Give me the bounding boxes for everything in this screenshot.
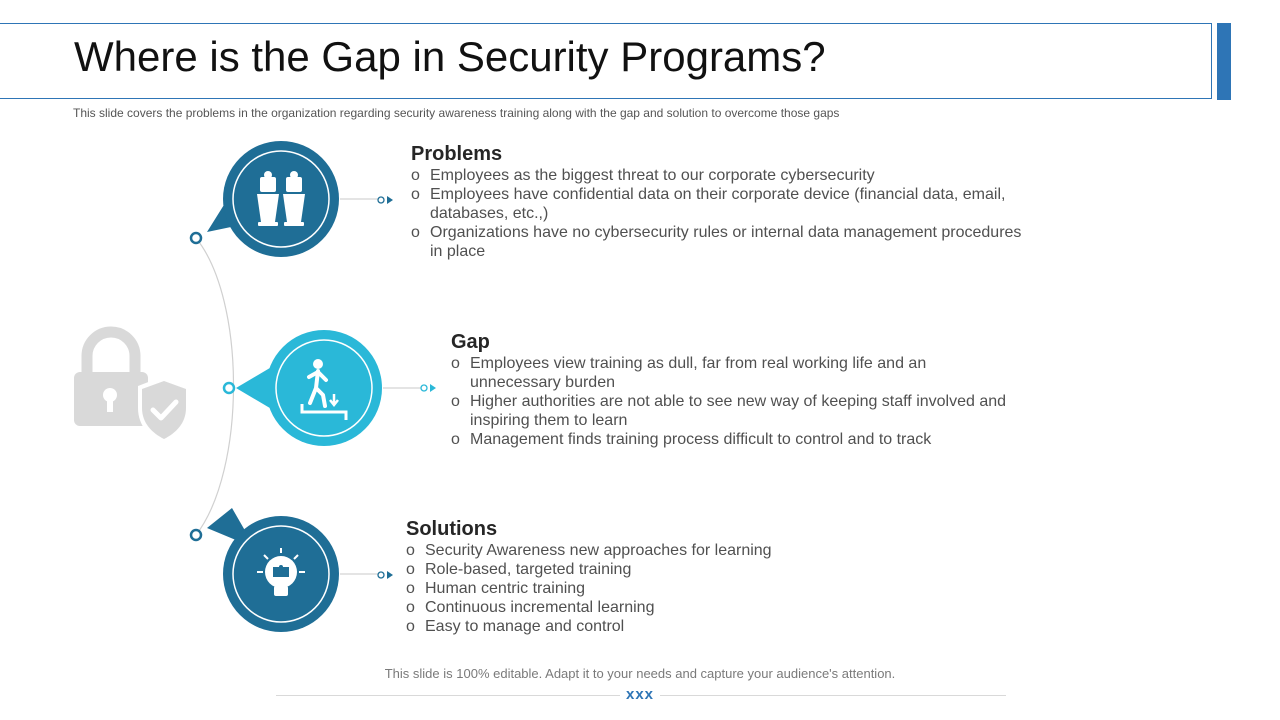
bullet-marker: o bbox=[406, 542, 415, 559]
bullet-marker: o bbox=[406, 580, 415, 597]
footer-note: This slide is 100% editable. Adapt it to your needs and capture your audience's attention. bbox=[384, 666, 896, 681]
slide-subtitle: This slide covers the problems in the organization regarding security awareness training along with the gap and solution to overcome those gaps bbox=[73, 106, 840, 120]
list-item: o Higher authorities are not able to see new way of keeping staff involved and inspiring them to learn bbox=[451, 393, 1007, 429]
bullet-marker: o bbox=[411, 167, 420, 184]
list-item: o Organizations have no cybersecurity rules or internal data management procedures in place bbox=[411, 224, 1022, 260]
problems-section bbox=[411, 142, 1031, 261]
bullet-marker: o bbox=[406, 618, 415, 635]
problems-heading: Problems bbox=[411, 143, 503, 165]
bullet-marker: o bbox=[411, 224, 420, 241]
gap-badge bbox=[224, 330, 436, 446]
bullet-marker: o bbox=[451, 431, 460, 448]
bullet-marker: o bbox=[406, 561, 415, 578]
bullet-marker: o bbox=[411, 186, 420, 203]
list-item: o Management finds training process difficult to control and to track bbox=[451, 431, 932, 448]
gap-heading: Gap bbox=[451, 331, 490, 353]
bullet-marker: o bbox=[451, 393, 460, 410]
slide-title: Where is the Gap in Security Programs? bbox=[74, 33, 826, 80]
gap-list bbox=[451, 354, 1016, 449]
list-item: o Easy to manage and control bbox=[406, 618, 625, 635]
list-item: o Human centric training bbox=[406, 580, 586, 597]
bullet-marker: o bbox=[406, 599, 415, 616]
list-item: o Employees have confidential data on their corporate device (financial data, email, databases, etc.,) bbox=[411, 186, 1006, 222]
gap-section bbox=[451, 330, 1016, 449]
solutions-heading: Solutions bbox=[406, 518, 498, 540]
lock-shield-icon bbox=[74, 332, 190, 444]
list-item: o Continuous incremental learning bbox=[406, 599, 655, 616]
list-item: o Security Awareness new approaches for learning bbox=[406, 542, 772, 559]
list-item: o Role-based, targeted training bbox=[406, 561, 632, 578]
footer-mark: xxx bbox=[620, 686, 660, 703]
problems-badge bbox=[191, 141, 393, 257]
solutions-list bbox=[406, 541, 1006, 636]
solutions-section bbox=[406, 517, 1006, 636]
list-item: o Employees as the biggest threat to our corporate cybersecurity bbox=[411, 167, 875, 184]
list-item: o Employees view training as dull, far from real working life and an unnecessary burden bbox=[451, 355, 927, 391]
solutions-badge bbox=[191, 508, 393, 632]
bullet-marker: o bbox=[451, 355, 460, 372]
problems-list bbox=[411, 166, 1031, 261]
